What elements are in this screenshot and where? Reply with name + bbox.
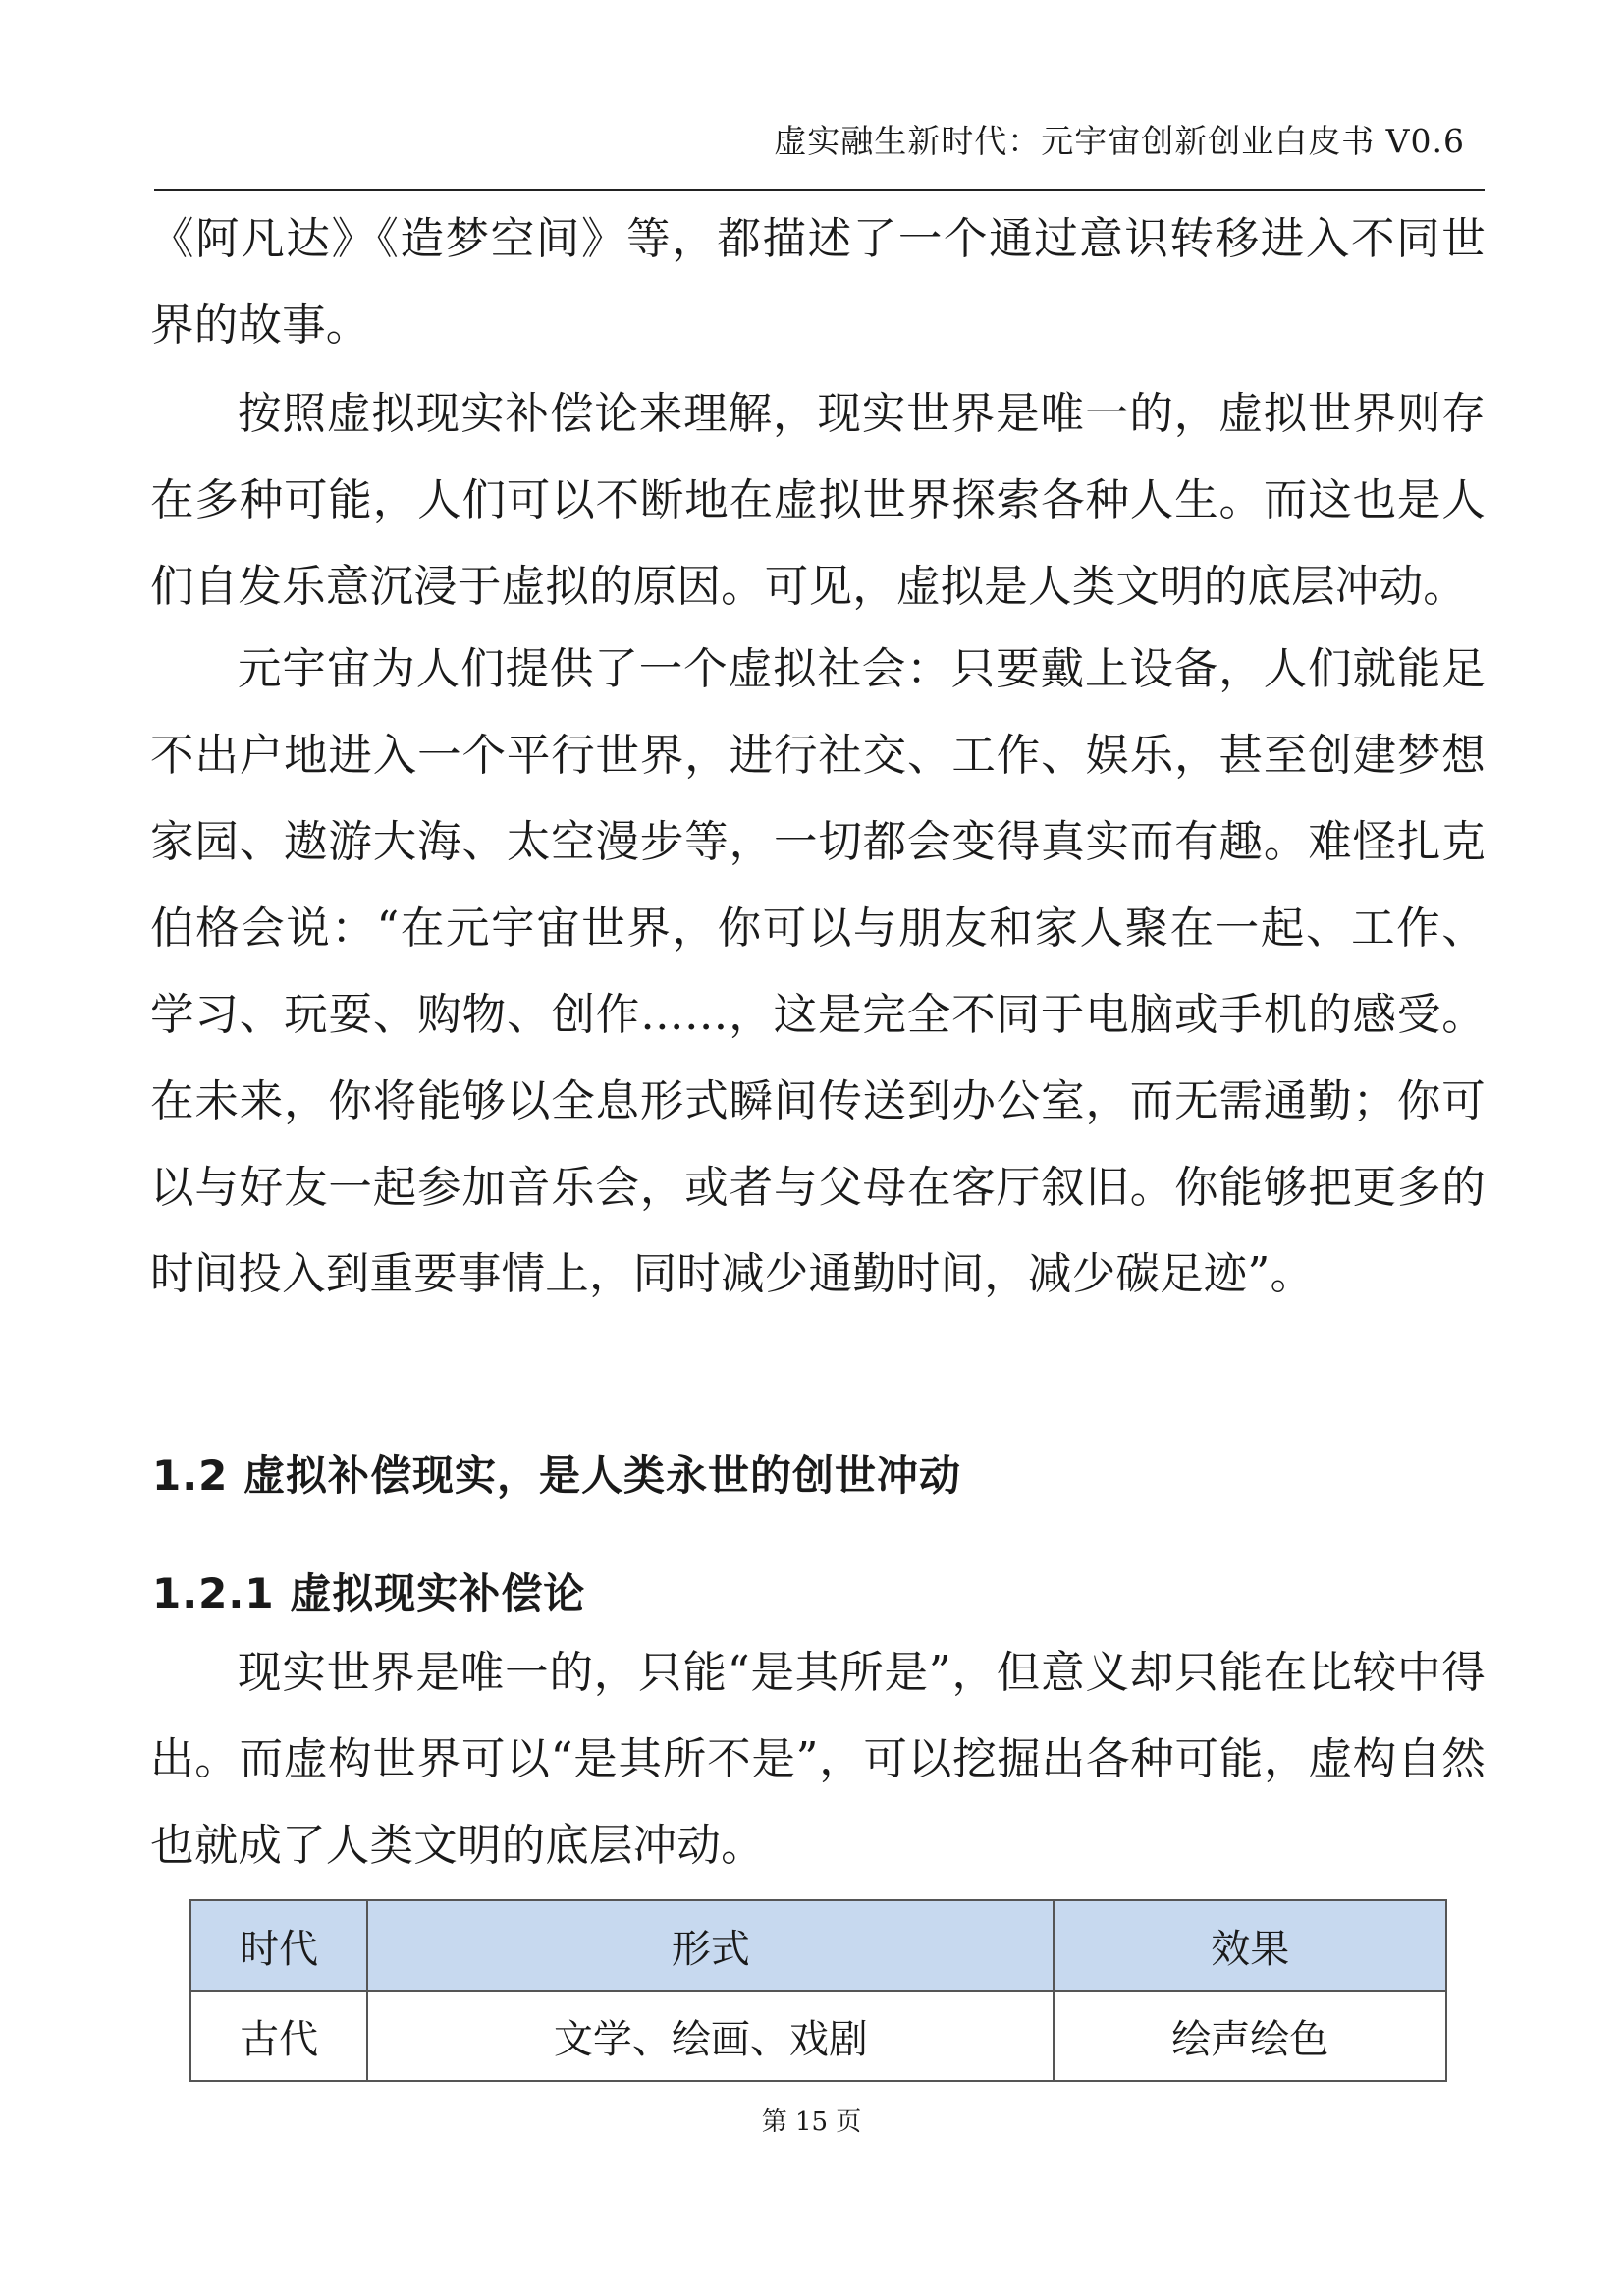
- paragraph-text: 《阿凡达》《造梦空间》等，都描述了一个通过意识转移进入不同世界的故事。: [150, 214, 1486, 351]
- table-cell: 文学、绘画、戏剧: [367, 1991, 1054, 2081]
- paragraph-1: [150, 196, 1486, 369]
- section-heading: 1.2 虚拟补偿现实，是人类永世的创世冲动: [152, 1451, 962, 1500]
- page-header: 虚实融生新时代：元宇宙创新创业白皮书 V0.6: [774, 122, 1465, 160]
- table-header-form: 形式: [367, 1900, 1054, 1991]
- paragraph-text: 按照虚拟现实补偿论来理解，现实世界是唯一的，虚拟世界则存在多种可能，人们可以不断地在虚拟世界探索各种人生。而这也是人们自发乐意沉浸于虚拟的原因。可见，虚拟是人类文明的底层冲动。: [150, 389, 1486, 612]
- paragraph-3: [150, 627, 1486, 1318]
- table-row: [190, 1991, 1446, 2081]
- paragraph-text: 现实世界是唯一的，只能“是其所是”，但意义却只能在比较中得出。而虚构世界可以“是其所不是”，可以挖掘出各种可能，虚构自然也就成了人类文明的底层冲动。: [150, 1648, 1486, 1871]
- paragraph-4: [150, 1630, 1486, 1889]
- table-header-row: [190, 1900, 1446, 1991]
- table-cell: 绘声绘色: [1054, 1991, 1446, 2081]
- table-cell: 古代: [190, 1991, 367, 2081]
- page-number: 第 15 页: [761, 2107, 862, 2137]
- header-divider: [154, 189, 1485, 191]
- era-forms-table: [189, 1899, 1447, 2082]
- paragraph-2: [150, 371, 1486, 630]
- table-header-effect: 效果: [1054, 1900, 1446, 1991]
- table-header-era: 时代: [190, 1900, 367, 1991]
- subsection-heading: 1.2.1 虚拟现实补偿论: [152, 1569, 586, 1617]
- paragraph-text: 元宇宙为人们提供了一个虚拟社会：只要戴上设备，人们就能足不出户地进入一个平行世界，进行社交、工作、娱乐，甚至创建梦想家园、遨游大海、太空漫步等，一切都会变得真实而有趣。难怪扎克伯格会说：“在元宇宙世界，你可以与朋友和家人聚在一起、工作、学习、玩耍、购物、创作……，这是完全不同于电脑或手机的感受。在未来，你将能够以全息形式瞬间传送到办公室，而无需通勤；你可以与好友一起参加音乐会，或者与父母在客厅叙旧。你能够把更多的时间投入到重要事情上，同时减少通勤时间，减少碳足迹”。: [150, 644, 1486, 1299]
